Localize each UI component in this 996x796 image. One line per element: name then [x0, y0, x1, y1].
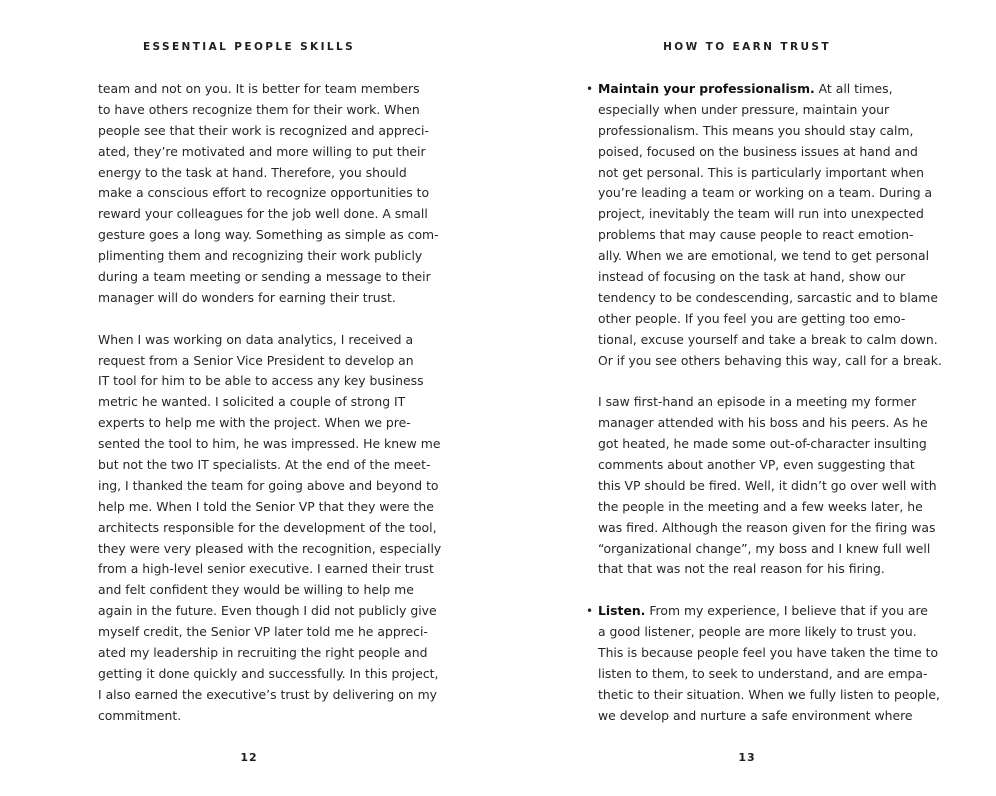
paragraph [98, 79, 439, 309]
text-line: sented the tool to him, he was impressed. He knew me [98, 436, 441, 452]
text-line: ated my leadership in recruiting the right people and [98, 645, 428, 661]
text-line: that that was not the real reason for his firing. [598, 561, 885, 577]
text-line: professionalism. This means you should stay calm, [598, 122, 914, 138]
text-line: problems that may cause people to react emotion- [598, 227, 914, 243]
text-line: plimenting them and recognizing their work publicly [98, 248, 423, 264]
bullet-icon: • [586, 82, 594, 96]
text-line: tional, excuse yourself and take a break to calm down. [598, 331, 938, 347]
text-line [598, 79, 926, 100]
text-line: during a team meeting or sending a message to their [98, 269, 431, 285]
text-line: but not the two IT specialists. At the end of the meet- [98, 457, 431, 473]
text-line: help me. When I told the Senior VP that they were the [98, 498, 434, 514]
bullet-item-listen [586, 601, 940, 726]
text-line: gesture goes a long way. Something as simple as com- [98, 227, 439, 243]
text-line: not get personal. This is particularly important when [598, 164, 924, 180]
left-body-text [98, 79, 442, 727]
text-line: team and not on you. It is better for team members [98, 81, 420, 96]
text-line: I saw first-hand an episode in a meeting my former [598, 394, 917, 410]
text-line: ing, I thanked the team for going above and beyond to [98, 477, 439, 493]
text-line: request from a Senior Vice President to develop an [98, 352, 414, 368]
text-line: getting it done quickly and successfully. In this project, [98, 665, 439, 681]
text-line: comments about another VP, even suggesting that [598, 457, 915, 473]
bullet-lead: Listen. [598, 603, 646, 619]
text-line: especially when under pressure, maintain your [598, 101, 890, 117]
text-line [598, 601, 926, 622]
paragraph-gap [598, 371, 926, 392]
page-number-left: 12 [240, 751, 258, 764]
text-line: manager attended with his boss and his peers. As he [598, 415, 928, 431]
text-line: myself credit, the Senior VP later told me he appreci- [98, 624, 428, 640]
text-line: from a high-level senior executive. I earned their trust [98, 561, 434, 577]
text-line: commitment. [98, 707, 182, 723]
text-line: I also earned the executive’s trust by delivering on my [98, 686, 437, 702]
text-line: When I was working on data analytics, I received a [98, 331, 414, 347]
text-line: again in the future. Even though I did not publicly give [98, 603, 437, 619]
text-run: At all times, [814, 81, 893, 96]
page-number-right: 13 [738, 751, 756, 764]
text-line: the people in the meeting and a few weeks later, he [598, 498, 923, 514]
text-line: ally. When we are emotional, we tend to get personal [598, 248, 930, 264]
text-line: IT tool for him to be able to access any key business [98, 373, 424, 389]
text-line: instead of focusing on the task at hand, show our [598, 269, 906, 285]
text-line: thetic to their situation. When we fully listen to people, [598, 686, 940, 702]
text-line: ated, they’re motivated and more willing to put their [98, 143, 426, 159]
paragraph [598, 392, 937, 580]
text-line: architects responsible for the development of the tool, [98, 519, 437, 535]
text-line: a good listener, people are more likely to trust you. [598, 624, 917, 640]
paragraph [98, 330, 442, 727]
text-line: make a conscious effort to recognize opportunities to [98, 185, 430, 201]
text-line: to have others recognize them for their work. When [98, 101, 420, 117]
text-line: you’re leading a team or working on a team. During a [598, 185, 933, 201]
bullet-icon: • [586, 604, 594, 619]
running-head-right: HOW TO EARN TRUST [663, 41, 831, 53]
text-line: reward your colleagues for the job well done. A small [98, 206, 428, 222]
text-line: “organizational change”, my boss and I knew full well [598, 540, 931, 556]
text-line: poised, focused on the business issues at hand and [598, 143, 918, 159]
paragraph-gap [98, 309, 428, 330]
text-line: This is because people feel you have taken the time to [598, 645, 939, 661]
text-line: we develop and nurture a safe environment where [598, 707, 913, 723]
text-line: Or if you see others behaving this way, call for a break. [598, 352, 942, 368]
text-line: they were very pleased with the recognition, especially [98, 540, 442, 556]
text-line: people see that their work is recognized and appreci- [98, 122, 429, 138]
text-line: tendency to be condescending, sarcastic and to blame [598, 289, 938, 305]
text-line: listen to them, to seek to understand, and are empa- [598, 665, 928, 681]
text-line: metric he wanted. I solicited a couple of strong IT [98, 394, 406, 410]
text-line: project, inevitably the team will run into unexpected [598, 206, 924, 222]
bullet-lead: Maintain your professionalism. [598, 81, 815, 96]
text-line: manager will do wonders for earning their trust. [98, 289, 396, 305]
text-line: other people. If you feel you are getting too emo- [598, 310, 906, 326]
text-line: experts to help me with the project. When we pre- [98, 415, 411, 431]
running-head-left: ESSENTIAL PEOPLE SKILLS [142, 41, 356, 53]
paragraph-gap [586, 580, 926, 601]
right-body-text [586, 79, 942, 727]
text-line: and felt confident they would be willing to help me [98, 582, 414, 598]
text-line: was fired. Although the reason given for the firing was [598, 519, 936, 535]
text-line: got heated, he made some out-of-character insulting [598, 436, 927, 452]
text-line: this VP should be fired. Well, it didn’t go over well with [598, 477, 937, 493]
bullet-item-professionalism [586, 79, 942, 580]
text-run: From my experience, I believe that if you are [645, 603, 928, 619]
text-line: energy to the task at hand. Therefore, you should [98, 164, 407, 180]
